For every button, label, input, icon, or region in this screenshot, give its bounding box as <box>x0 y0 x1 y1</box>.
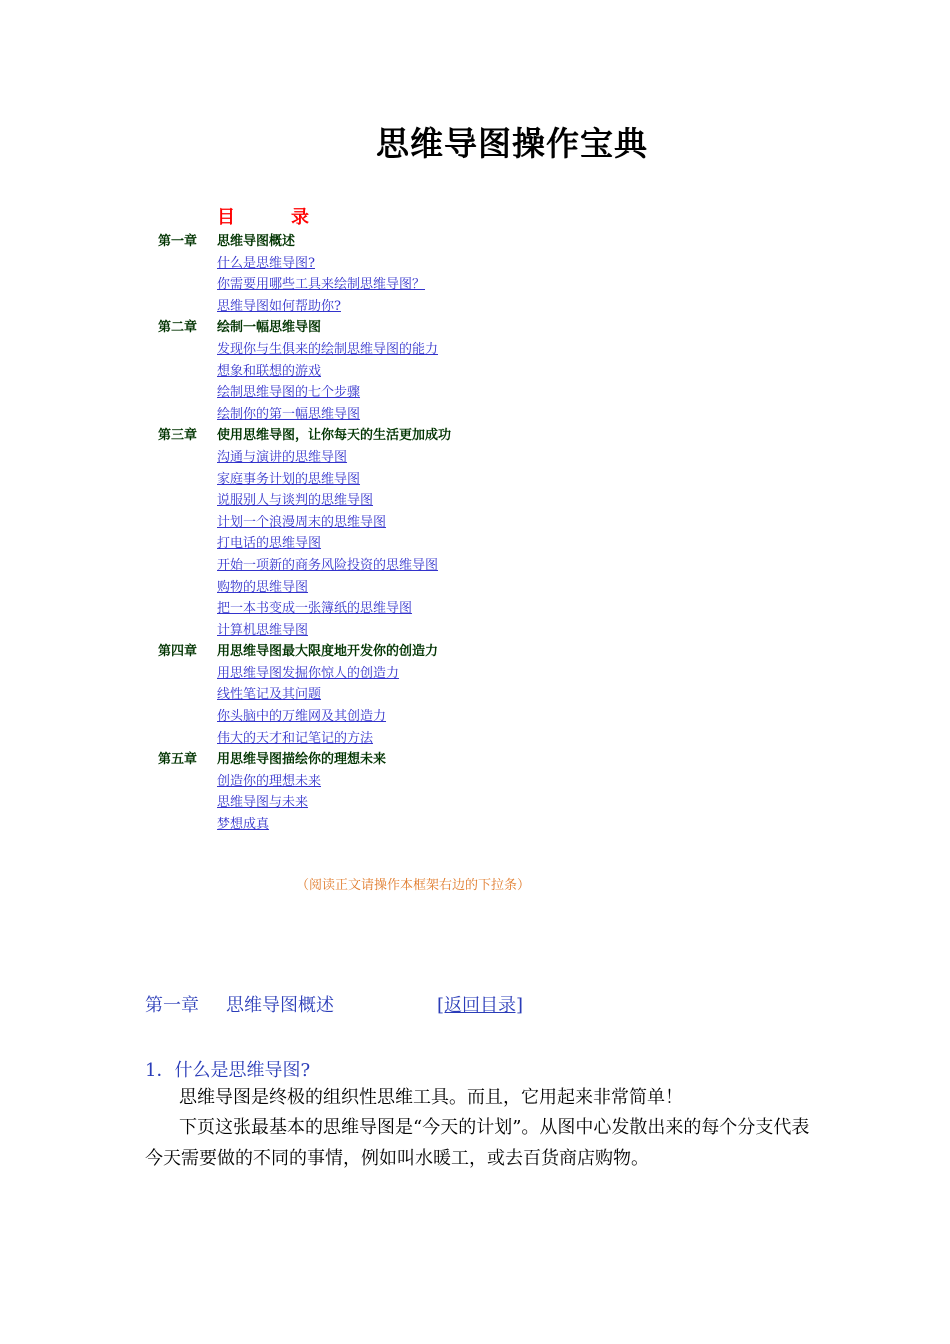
toc-item-link[interactable]: 想象和联想的游戏 <box>217 363 322 379</box>
toc-item-link[interactable]: 思维导图与未来 <box>217 795 309 811</box>
toc-chapter-row <box>158 641 678 663</box>
toc-item <box>158 555 678 577</box>
toc-item-link[interactable]: 伟大的天才和记笔记的方法 <box>217 730 374 746</box>
toc-chapter-number: 第三章 <box>158 428 198 444</box>
toc-item <box>158 684 678 706</box>
body-paragraph: 下页这张最基本的思维导图是“今天的计划”。从图中心发散出来的每个分支代表今天需要做的不同的事情，例如叫水暖工，或去百货商店购物。 <box>145 1117 810 1169</box>
toc-item <box>158 512 678 534</box>
toc-chapter-title: 用思维导图描绘你的理想未来 <box>217 752 387 768</box>
toc-item-link[interactable]: 用思维导图发掘你惊人的创造力 <box>217 665 400 681</box>
toc-item-link[interactable]: 创造你的理想未来 <box>217 773 322 789</box>
body-paragraph: 思维导图是终极的组织性思维工具。而且，它用起来非常简单！ <box>179 1087 683 1108</box>
toc-item <box>158 598 678 620</box>
toc-chapter-number: 第五章 <box>158 752 198 768</box>
toc-item-link[interactable]: 你需要用哪些工具来绘制思维导图？ <box>217 277 426 293</box>
toc-item-link[interactable]: 绘制你的第一幅思维导图 <box>217 406 361 422</box>
document-title: 思维导图操作宝典 <box>376 124 648 163</box>
toc-chapter-row <box>158 749 678 771</box>
return-to-toc-link[interactable]: [返回目录] <box>437 995 524 1016</box>
toc-item <box>158 533 678 555</box>
toc-item <box>158 577 678 599</box>
toc-heading <box>217 203 309 229</box>
toc-item <box>158 792 678 814</box>
toc-item-link[interactable]: 发现你与生俱来的绘制思维导图的能力 <box>217 341 439 357</box>
toc-heading-left: 目 <box>217 207 235 228</box>
section-chapter-number: 第一章 <box>145 995 199 1016</box>
toc-item-link[interactable]: 沟通与演讲的思维导图 <box>217 449 348 465</box>
toc-chapter-row <box>158 425 678 447</box>
toc-item-link[interactable]: 你头脑中的万维网及其创造力 <box>217 709 387 725</box>
toc-item-link[interactable]: 购物的思维导图 <box>217 579 309 595</box>
toc-item <box>158 447 678 469</box>
toc-item <box>158 663 678 685</box>
toc-item-link[interactable]: 开始一项新的商务风险投资的思维导图 <box>217 557 439 573</box>
toc-chapter-number: 第二章 <box>158 320 198 336</box>
toc-item-link[interactable]: 什么是思维导图? <box>217 255 315 271</box>
toc-item <box>158 274 678 296</box>
toc-item <box>158 253 678 275</box>
toc-item <box>158 706 678 728</box>
toc-item <box>158 382 678 404</box>
toc-chapter-row <box>158 231 678 253</box>
section-chapter-title: 思维导图概述 <box>226 995 334 1016</box>
toc-item <box>158 339 678 361</box>
toc-chapter-title: 用思维导图最大限度地开发你的创造力 <box>217 644 439 660</box>
toc-item-link[interactable]: 打电话的思维导图 <box>217 536 322 552</box>
toc-item <box>158 404 678 426</box>
toc-item <box>158 469 678 491</box>
toc-chapter-title: 使用思维导图，让你每天的生活更加成功 <box>217 428 452 444</box>
toc-item-link[interactable]: 绘制思维导图的七个步骤 <box>217 385 361 401</box>
toc-item-link[interactable]: 说服别人与谈判的思维导图 <box>217 493 374 509</box>
toc-chapter-number: 第一章 <box>158 234 198 249</box>
toc-item-link[interactable]: 计算机思维导图 <box>217 622 309 638</box>
toc-item <box>158 620 678 642</box>
toc-item-link[interactable]: 梦想成真 <box>217 817 270 833</box>
toc-item-link[interactable]: 把一本书变成一张簿纸的思维导图 <box>217 601 413 617</box>
toc-chapter-number: 第四章 <box>158 644 198 660</box>
toc-item <box>158 490 678 512</box>
toc-chapter-row <box>158 317 678 339</box>
toc-chapter-title: 绘制一幅思维导图 <box>217 320 322 336</box>
toc-chapter-title: 思维导图概述 <box>217 234 296 249</box>
scroll-hint: （阅读正文请操作本框架右边的下拉条） <box>296 878 531 893</box>
toc-item-link[interactable]: 家庭事务计划的思维导图 <box>217 471 361 487</box>
section-heading <box>145 991 524 1017</box>
section-subheading: 1．什么是思维导图? <box>145 1060 311 1081</box>
toc-item <box>158 296 678 318</box>
toc-item-link[interactable]: 计划一个浪漫周末的思维导图 <box>217 514 387 530</box>
toc-item-link[interactable]: 思维导图如何帮助你? <box>217 298 341 314</box>
toc-item <box>158 814 678 836</box>
table-of-contents <box>158 231 678 836</box>
toc-item <box>158 361 678 383</box>
toc-heading-right: 录 <box>291 207 309 228</box>
toc-item-link[interactable]: 线性笔记及其问题 <box>217 687 322 703</box>
toc-item <box>158 728 678 750</box>
toc-item <box>158 771 678 793</box>
